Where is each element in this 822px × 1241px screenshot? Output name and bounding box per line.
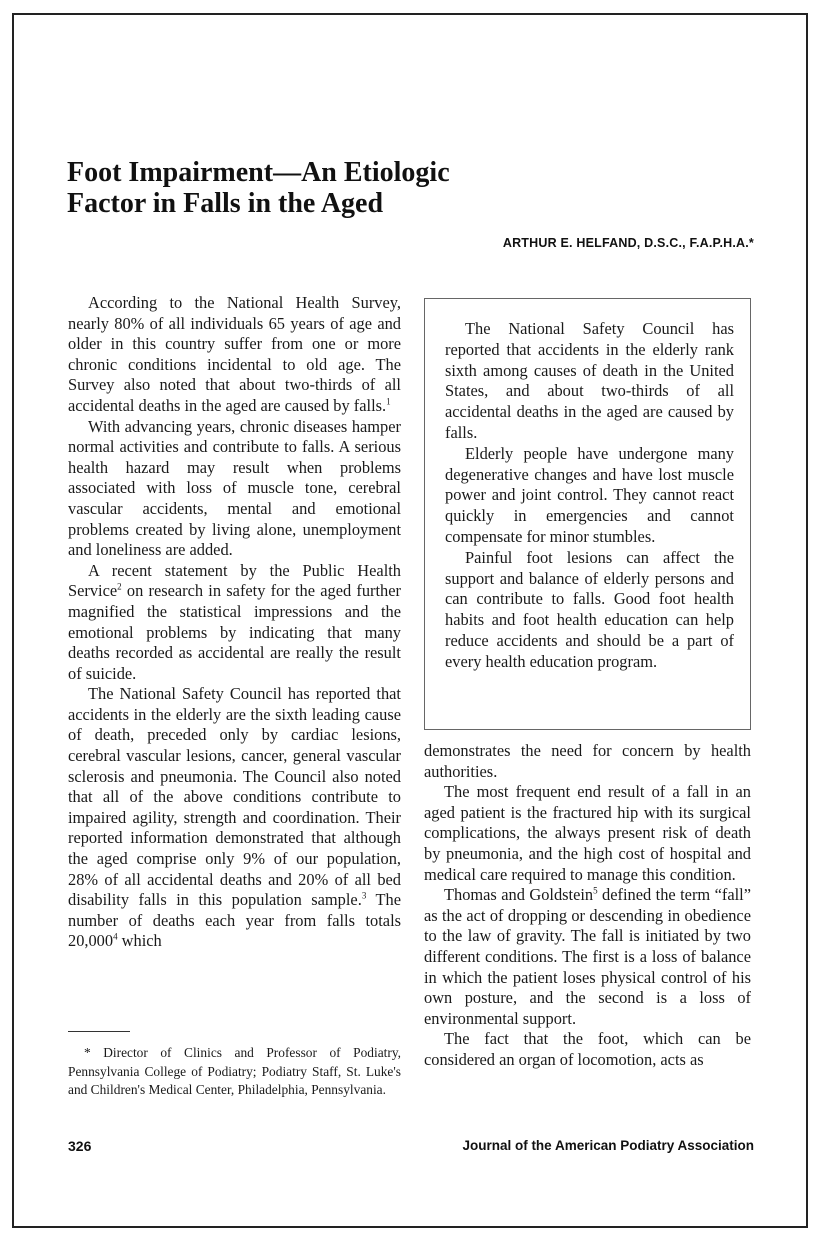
paragraph: A recent statement by the Public Health Service$^2$ on research in safety for the aged further magnified the statistical impressions and the emotional problems by indicating that many deaths recorded as accidental are really the result of suicide. (68, 560, 401, 683)
paragraph: demonstrates the need for concern by health authorities. (424, 741, 751, 781)
box-paragraph: Painful foot lesions can affect the support and balance of elderly persons and can contribute to falls. Good foot health habits and foot health education can help reduce accidents and should be a part of every health education program. (445, 547, 734, 671)
box-paragraph: The National Safety Council has reported that accidents in the elderly rank sixth among causes of death in the United States, and about two-thirds of all accidental deaths in the aged are caused by falls. (445, 319, 734, 442)
paragraph: With advancing years, chronic diseases hamper normal activities and contribute to falls. A serious health hazard may result when problems associated with loss of muscle tone, cerebral vascular accidents, mental and emotional problems created by living alone, unemployment and loneliness are added. (68, 416, 401, 560)
left-column (68, 293, 401, 952)
author-byline: ARTHUR E. HELFAND, D.S.C., F.A.P.H.A.* (502, 236, 754, 250)
paragraph: Thomas and Goldstein$^5$ defined the term “fall” as the act of dropping or descending in obedience to the law of gravity. The fall is initiated by two different conditions. The first is a loss of balance in which the patient loses physical control of his own posture, and the second is a loss of environmental support. (424, 885, 751, 1028)
paragraph: According to the National Health Survey, nearly 80% of all individuals 65 years of age and older in this country suffer from one or more chronic conditions incidental to old age. The Survey also noted that about two-thirds of all accidental deaths in the aged are caused by falls.$^1$ (68, 293, 401, 415)
title-line-2: Factor in Falls in the Aged (67, 188, 384, 219)
journal-name: Journal of the American Podiatry Association (462, 1138, 754, 1153)
summary-box (424, 298, 751, 730)
author-footnote: * Director of Clinics and Professor of Podiatry, Pennsylvania College of Podiatry; Podiatry Staff, St. Luke's and Children's Medical Center, Philadelphia, Pennsylvania. (68, 1045, 401, 1097)
right-column (424, 741, 751, 1071)
paragraph: The National Safety Council has reported that accidents in the elderly are the sixth leading cause of death, preceded only by cardiac lesions, cerebral vascular lesions, cancer, general vascular sclerosis and pneumonia. The Council also noted that all of the above conditions contribute to impaired agility, strength and coordination. Their reported information demonstrated that although the aged comprise only 9% of our population, 28% of all accidental deaths and 20% of all bed disability falls in this population sample.$^3$ The number of deaths each year from falls totals 20,000$^4$ which (68, 684, 401, 951)
reference-marker: 4 (113, 931, 118, 942)
paragraph: The most frequent end result of a fall in an aged patient is the fractured hip with its surgical complications, the always present risk of death by pneumonia, and the high cost of hospital and medical care required to manage this condition. (424, 782, 751, 884)
reference-marker: 1 (386, 396, 391, 407)
title-line-1: Foot Impairment—An Etiologic (67, 157, 450, 188)
page-number: 326 (68, 1138, 92, 1154)
footnote-rule (68, 1031, 130, 1032)
reference-marker: 5 (593, 885, 598, 896)
reference-marker: 3 (361, 890, 367, 901)
box-paragraph: Elderly people have undergone many degenerative changes and have lost muscle power and joint control. They cannot react quickly in emergencies and cannot compensate for minor stumbles. (445, 443, 734, 546)
article-title (67, 157, 587, 219)
reference-marker: 2 (117, 581, 122, 592)
paragraph: The fact that the foot, which can be considered an organ of locomotion, acts as (424, 1029, 751, 1069)
